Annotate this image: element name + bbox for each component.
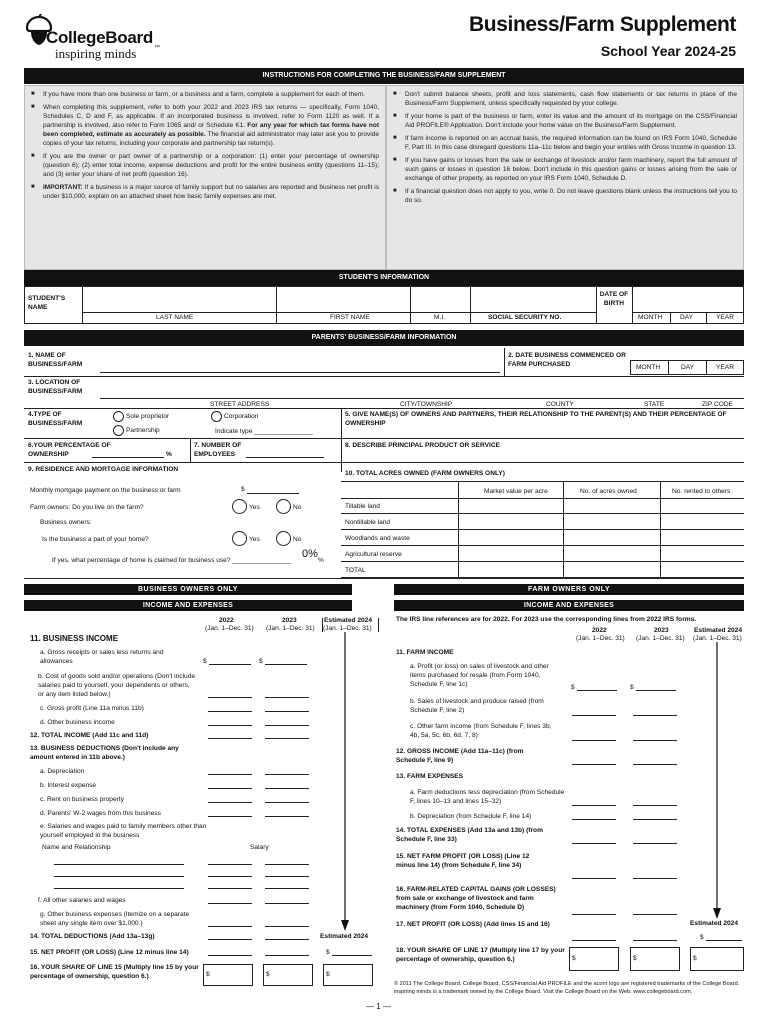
mortgage-field[interactable] bbox=[247, 493, 299, 494]
farm-income-bar: INCOME AND EXPENSES bbox=[394, 600, 744, 611]
acres-row: Nontillable land bbox=[341, 514, 744, 530]
farm-owners-bar: FARM OWNERS ONLY bbox=[394, 584, 744, 595]
college-board-logo bbox=[22, 14, 172, 64]
student-mi-field[interactable] bbox=[412, 288, 468, 310]
farm-12-2022[interactable] bbox=[572, 764, 616, 765]
parents-info-bar: PARENTS' BUSINESS/FARM INFORMATION bbox=[24, 330, 744, 346]
farm-12-2023[interactable] bbox=[633, 764, 677, 765]
biz-13e-2022-1[interactable] bbox=[208, 864, 252, 865]
student-info-bar: STUDENT'S INFORMATION bbox=[24, 270, 744, 286]
biz-13e-2022-2[interactable] bbox=[208, 876, 252, 877]
copyright-text: © 2011 The College Board. College Board, CSS/Financial Aid PROFILE and the acorn logo are registered trademarks of the College Board. inspiring minds is a trademark owned by the College Board. Visit the College Board on the Web: www.collegeboard.com. bbox=[394, 981, 740, 995]
biz-13e-2023-1[interactable] bbox=[265, 864, 309, 865]
q7-label: 7. NUMBER OF EMPLOYEES bbox=[194, 442, 242, 458]
biz-11a-2022[interactable] bbox=[209, 664, 251, 665]
farm-14-2022[interactable] bbox=[572, 843, 616, 844]
biz-13f-2022[interactable] bbox=[208, 903, 252, 904]
biz-15-2023[interactable] bbox=[265, 955, 309, 956]
biz-13a-2022[interactable] bbox=[208, 774, 252, 775]
biz-13g-2023[interactable] bbox=[265, 926, 309, 927]
biz-q11: 11. BUSINESS INCOME bbox=[30, 634, 119, 643]
dob-year-field[interactable] bbox=[708, 288, 742, 310]
farm-11c-2022[interactable] bbox=[572, 740, 616, 741]
biz-13f-2023[interactable] bbox=[265, 903, 309, 904]
biz-13e-name-2[interactable] bbox=[54, 876, 184, 877]
farm-11c-2023[interactable] bbox=[633, 740, 677, 741]
page-title: Business/Farm Supplement bbox=[469, 13, 736, 36]
acres-row: Agricultural reserve bbox=[341, 546, 744, 562]
biz-13e-2022-3[interactable] bbox=[208, 888, 252, 889]
acres-row: Woodlands and waste bbox=[341, 530, 744, 546]
dob-day-field[interactable] bbox=[672, 288, 706, 310]
biz-11b-2022[interactable] bbox=[208, 697, 252, 698]
biz-15-2022[interactable] bbox=[208, 955, 252, 956]
farm-16-2022[interactable] bbox=[572, 914, 616, 915]
farm-13a-2022[interactable] bbox=[572, 805, 616, 806]
partnership-checkbox[interactable] bbox=[113, 425, 124, 436]
corporation-checkbox[interactable] bbox=[211, 411, 222, 422]
down-arrow-icon bbox=[340, 632, 350, 932]
instruction-item: ■ When completing this supplement, refer to both your 2022 and 2023 IRS tax returns — specifically, Form 1040, Schedules C, D and F, as applicable. If an incorporated business is involved, refer to Form 1120 as well. If a partnership is involved, also refer to Form 1065 and/ or Schedule K1. For any year for which tax forms have not been completed, estimate as accurately as possible. The financial aid administrator may later ask you to provide copies of your tax returns, including your corporate and partnership tax return(s). bbox=[31, 103, 379, 148]
biz-11d-2022[interactable] bbox=[208, 725, 252, 726]
instructions-left bbox=[24, 85, 386, 270]
biz-13c-2023[interactable] bbox=[265, 802, 309, 803]
student-name-label: STUDENT'S NAME bbox=[28, 295, 66, 311]
instruction-item: ■ Don't submit balance sheets, profit and loss statements, cash flow statements or tax returns in place of the Business/Farm Supplement, unless specifically requested by your college. bbox=[393, 90, 737, 108]
location-field[interactable] bbox=[100, 398, 744, 399]
q5-label: 5. GIVE NAME(S) OF OWNERS AND PARTNERS, THEIR RELATIONSHIP TO THE PARENT(S) AND THEIR PERCENTAGE OF OWNERSHIP bbox=[345, 411, 727, 427]
farm-16-2023[interactable] bbox=[633, 914, 677, 915]
biz-16-2023[interactable] bbox=[263, 964, 313, 986]
biz-11c-2023[interactable] bbox=[265, 711, 309, 712]
q8-label: 8. DESCRIBE PRINCIPAL PRODUCT OR SERVICE bbox=[345, 442, 500, 449]
instruction-item: ■ If you are the owner or part owner of a partnership or a corporation: (1) enter your percentage of ownership (question 6); (2) enter total income, expense deductions and profit for the entire business entity (questions 11–15); and (3) enter your share of net profit (question 16). bbox=[31, 152, 379, 179]
biz-13e-name-3[interactable] bbox=[54, 888, 184, 889]
instructions-bar: INSTRUCTIONS FOR COMPLETING THE BUSINESS/FARM SUPPLEMENT bbox=[24, 68, 744, 84]
biz-15-est[interactable] bbox=[332, 955, 372, 956]
business-income-bar: INCOME AND EXPENSES bbox=[24, 600, 352, 611]
live-on-farm-yes[interactable] bbox=[232, 499, 247, 514]
instructions-right bbox=[386, 85, 744, 270]
student-last-name-field[interactable] bbox=[84, 288, 274, 310]
brand-name: CollegeBoard bbox=[46, 28, 153, 47]
biz-11b-2023[interactable] bbox=[265, 697, 309, 698]
biz-12-2023[interactable] bbox=[265, 738, 309, 739]
down-arrow-icon bbox=[712, 642, 722, 920]
biz-13e-2023-2[interactable] bbox=[265, 876, 309, 877]
biz-13d-2023[interactable] bbox=[265, 816, 309, 817]
biz-13g-2022[interactable] bbox=[208, 926, 252, 927]
farm-11b-2023[interactable] bbox=[633, 715, 677, 716]
biz-11d-2023[interactable] bbox=[265, 725, 309, 726]
q1-label: 1. NAME OF BUSINESS/FARM bbox=[28, 352, 83, 368]
instruction-item: ■ If you have gains or losses from the sale or exchange of livestock and/or farm machinery, report the full amount of such gains or losses in question 16 below. Don't include in this question gains or losses arising from the sale or exchange of other property, as reported on your IRS Form 1040, Schedule D. bbox=[393, 156, 737, 183]
ownership-pct-field[interactable] bbox=[92, 457, 164, 458]
farm-18-2022[interactable] bbox=[569, 947, 619, 971]
biz-14-2022[interactable] bbox=[208, 939, 252, 940]
biz-16-est[interactable] bbox=[323, 964, 373, 986]
farm-13b-2023[interactable] bbox=[633, 819, 677, 820]
q6-label: 6.YOUR PERCENTAGE OF OWNERSHIP bbox=[28, 442, 111, 458]
farm-17-2023[interactable] bbox=[633, 940, 677, 941]
corporation-type-field[interactable]: Indicate type ________________ bbox=[215, 428, 313, 435]
farm-18-2023[interactable] bbox=[630, 947, 680, 971]
farm-15-2022[interactable] bbox=[572, 878, 616, 879]
biz-13e-name-1[interactable] bbox=[54, 864, 184, 865]
q3-label: 3. LOCATION OF BUSINESS/FARM bbox=[28, 379, 83, 395]
instruction-item: ■ IMPORTANT: If a business is a major source of family support but no salaries are reported and business net profit is under $10,000, explain on an attached sheet how basic family expenses are met. bbox=[31, 183, 379, 201]
instruction-item: ■ If farm income is reported on an accrual basis, the required information can be found on IRS Form 1040, Schedule F, Part III. In this case disregard questions 11a–11c below and begin your entries with Gross Income in question 13. bbox=[393, 134, 737, 152]
instruction-item: ■ If you have more than one business or farm, or a business and a farm, complete a supplement for each of them. bbox=[31, 90, 379, 99]
farm-11b-2022[interactable] bbox=[572, 715, 616, 716]
home-business-yes[interactable] bbox=[232, 531, 247, 546]
farm-11a-2023[interactable] bbox=[636, 690, 676, 691]
biz-13e-2023-3[interactable] bbox=[265, 888, 309, 889]
farm-15-2023[interactable] bbox=[633, 878, 677, 879]
biz-14-2023[interactable] bbox=[265, 939, 309, 940]
q9-label: 9. RESIDENCE AND MORTGAGE INFORMATION bbox=[28, 466, 179, 473]
dob-month-field[interactable] bbox=[634, 288, 670, 310]
brand-tagline: inspiring minds bbox=[55, 46, 137, 61]
live-on-farm-no[interactable] bbox=[276, 499, 291, 514]
instruction-item: ■ If your home is part of the business or farm, enter its value and the amount of its mortgage on the CSS/Financial Aid PROFILE® Application. Don't include your home value on the Business/Farm Supplement. bbox=[393, 112, 737, 130]
school-year: School Year 2024-25 bbox=[600, 43, 736, 59]
farm-14-2023[interactable] bbox=[633, 843, 677, 844]
student-ssn-field[interactable] bbox=[472, 288, 594, 310]
farm-13a-2023[interactable] bbox=[633, 805, 677, 806]
biz-11a-2023[interactable] bbox=[265, 664, 307, 665]
biz-12-2022[interactable] bbox=[208, 738, 252, 739]
farm-17-2022[interactable] bbox=[572, 940, 616, 941]
acres-row: Tillable land bbox=[341, 498, 744, 514]
biz-13b-2023[interactable] bbox=[265, 788, 309, 789]
q4-label: 4.TYPE OF BUSINESS/FARM bbox=[28, 411, 83, 427]
business-name-field[interactable] bbox=[100, 372, 500, 373]
product-field[interactable] bbox=[345, 450, 743, 462]
biz-13a-2023[interactable] bbox=[265, 774, 309, 775]
instruction-item: ■ If a financial question does not apply to you, write 0. Do not leave questions blank unless the instructions tell you to do so. bbox=[393, 187, 737, 205]
farm-18-est[interactable] bbox=[690, 947, 744, 971]
q10-label: 10. TOTAL ACRES OWNED (FARM OWNERS ONLY) bbox=[345, 470, 505, 477]
q2-label: 2. DATE BUSINESS COMMENCED OR FARM PURCHASED bbox=[508, 352, 626, 368]
page-number: — 1 — bbox=[366, 1002, 391, 1011]
farm-13b-2022[interactable] bbox=[572, 819, 616, 820]
home-business-pct-value[interactable]: 0% bbox=[302, 548, 318, 560]
owners-field[interactable] bbox=[345, 428, 743, 438]
acres-row: TOTAL bbox=[341, 562, 744, 578]
dob-label: DATE OF BIRTH bbox=[599, 291, 629, 307]
brand-tm: ™ bbox=[154, 45, 160, 51]
farm-irs-note: The IRS line references are for 2022. For 2023 use the corresponding lines from 2022 IRS forms. bbox=[396, 616, 697, 623]
biz-13b-2022[interactable] bbox=[208, 788, 252, 789]
biz-13c-2022[interactable] bbox=[208, 802, 252, 803]
sole-proprietor-checkbox[interactable] bbox=[113, 411, 124, 422]
business-owners-bar: BUSINESS OWNERS ONLY bbox=[24, 584, 352, 595]
farm-11a-2022[interactable] bbox=[577, 690, 617, 691]
biz-13d-2022[interactable] bbox=[208, 816, 252, 817]
home-business-no[interactable] bbox=[276, 531, 291, 546]
farm-17-est[interactable] bbox=[706, 940, 742, 941]
employees-field[interactable] bbox=[246, 457, 324, 458]
student-first-name-field[interactable] bbox=[278, 288, 408, 310]
biz-16-2022[interactable] bbox=[203, 964, 253, 986]
biz-11c-2022[interactable] bbox=[208, 711, 252, 712]
